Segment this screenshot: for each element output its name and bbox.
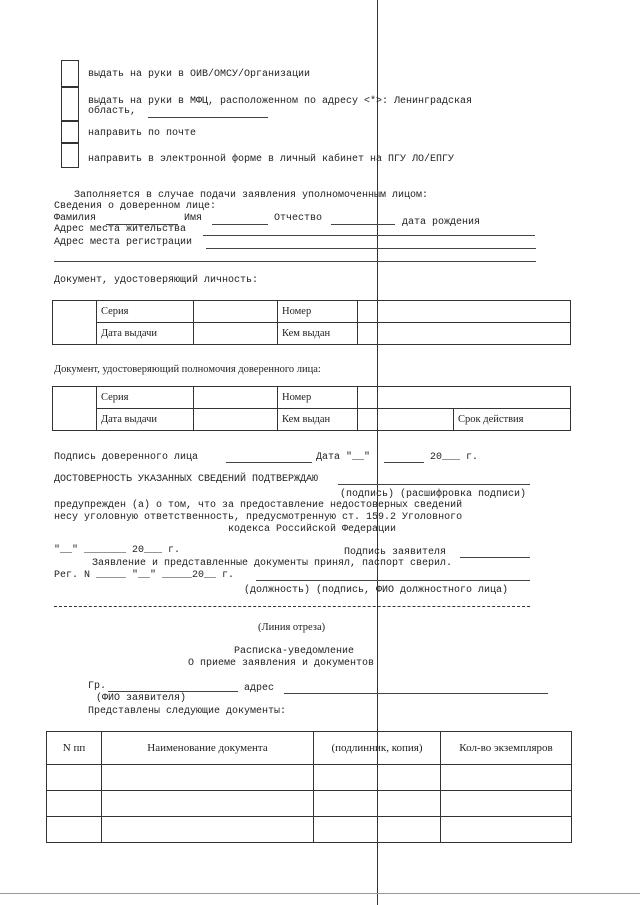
cell-original-copy[interactable] <box>314 765 441 791</box>
rep-sub: Сведения о доверенном лице: <box>54 201 217 212</box>
rep-extra-line[interactable] <box>54 261 536 262</box>
rep-sign-year: 20___ г. <box>430 452 479 463</box>
doc1-number-label: Номер <box>278 301 358 323</box>
receipt-address-field[interactable] <box>284 693 548 694</box>
doc2-number-label: Номер <box>278 387 358 409</box>
page-bottom-edge <box>0 893 640 894</box>
rep-sign-field[interactable] <box>226 462 312 463</box>
warn-line-1: предупрежден (а) о том, что за предоставление недостоверных сведений <box>54 500 463 511</box>
rep-birth-label: дата рождения <box>402 217 481 228</box>
doc2-date-value[interactable] <box>194 409 278 431</box>
table-row <box>47 765 572 791</box>
cell-copies[interactable] <box>441 791 572 817</box>
doc1-issuedby-value[interactable] <box>358 323 571 345</box>
option-electronic-label: направить в электронной форме в личный кабинет на ПГУ ЛО/ЕПГУ <box>88 154 455 165</box>
checkbox-post[interactable] <box>61 121 79 143</box>
receipt-docs-table <box>46 731 572 843</box>
doc1-type-cell[interactable] <box>53 301 97 345</box>
receipt-docs-intro: Представлены следующие документы: <box>88 706 287 717</box>
rep-registration-field[interactable] <box>206 248 536 249</box>
doc1-title: Документ, удостоверяющий личность: <box>54 275 259 286</box>
doc2-issuedby-value[interactable] <box>358 409 454 431</box>
rep-registration-label: Адрес места регистрации <box>54 237 193 248</box>
cell-copies[interactable] <box>441 765 572 791</box>
header-copies: Кол-во экземпляров <box>441 732 572 765</box>
rep-name-label: Имя <box>184 213 203 224</box>
cell-copies[interactable] <box>441 817 572 843</box>
doc1-table <box>52 300 571 345</box>
option-post-label: направить по почте <box>88 128 197 139</box>
rep-sign-label: Подпись доверенного лица <box>54 452 199 463</box>
cell-original-copy[interactable] <box>314 817 441 843</box>
rep-surname-label: Фамилия <box>54 213 97 224</box>
rep-patronymic-field[interactable] <box>331 224 395 225</box>
cell-doc-name[interactable] <box>102 765 314 791</box>
confirm-label: ДОСТОВЕРНОСТЬ УКАЗАННЫХ СВЕДЕНИЙ ПОДТВЕРЖДАЮ <box>54 474 319 485</box>
receipt-address-label: адрес <box>244 683 275 694</box>
confirm-sign-field[interactable] <box>338 484 530 485</box>
checkbox-oiv[interactable] <box>61 60 79 87</box>
doc1-series-value[interactable] <box>194 301 278 323</box>
receipt-fio-caption: (ФИО заявителя) <box>96 693 187 704</box>
rep-name-field[interactable] <box>212 224 268 225</box>
option-oiv-label: выдать на руки в ОИВ/ОМСУ/Организации <box>88 69 311 80</box>
doc2-table <box>52 386 571 431</box>
cut-dashed-line <box>54 606 530 607</box>
rep-sign-month-field[interactable] <box>384 462 424 463</box>
doc2-title: Документ, удостоверяющий полномочия доверенного лица: <box>54 364 321 375</box>
header-original-copy: (подлинник, копия) <box>314 732 441 765</box>
checkbox-electronic[interactable] <box>61 143 79 168</box>
warn-line-3: кодекса Российской Федерации <box>228 524 397 535</box>
option-mfc-label-2: область, <box>88 106 137 117</box>
doc1-number-value[interactable] <box>358 301 571 323</box>
receipt-citizen-field[interactable] <box>108 691 238 692</box>
cut-line-label: (Линия отреза) <box>258 622 326 633</box>
cell-doc-name[interactable] <box>102 791 314 817</box>
doc2-type-cell[interactable] <box>53 387 97 431</box>
doc2-series-label: Серия <box>97 387 194 409</box>
applicant-sign-label: Подпись заявителя <box>344 547 447 558</box>
receipt-title: Расписка-уведомление <box>234 646 355 657</box>
doc1-issuedby-label: Кем выдан <box>278 323 358 345</box>
rep-residence-label: Адрес места жительства <box>54 224 187 235</box>
applicant-sign-field[interactable] <box>460 557 530 558</box>
rep-patronymic-label: Отчество <box>274 213 323 224</box>
doc2-series-value[interactable] <box>194 387 278 409</box>
cell-num[interactable] <box>47 765 102 791</box>
option-mfc-label: выдать на руки в МФЦ, расположенном по адресу <*>: Ленинградская <box>88 96 473 107</box>
cell-original-copy[interactable] <box>314 791 441 817</box>
table-row <box>47 817 572 843</box>
table-row <box>47 791 572 817</box>
rep-sign-date: Дата "__" <box>316 452 371 463</box>
mfc-address-line[interactable] <box>148 117 268 118</box>
header-num: N пп <box>47 732 102 765</box>
reg-line: Рег. N _____ "__" _____20__ г. <box>54 570 235 581</box>
doc2-number-value[interactable] <box>358 387 571 409</box>
confirm-sign-caption: (подпись) (расшифровка подписи) <box>340 489 527 500</box>
cell-doc-name[interactable] <box>102 817 314 843</box>
doc2-issuedby-label: Кем выдан <box>278 409 358 431</box>
cell-num[interactable] <box>47 817 102 843</box>
doc1-date-value[interactable] <box>194 323 278 345</box>
rep-residence-field[interactable] <box>203 235 535 236</box>
rep-intro: Заполняется в случае подачи заявления уполномоченным лицом: <box>74 190 429 201</box>
receipt-subtitle: О приеме заявления и документов <box>188 658 375 669</box>
accepted-text: Заявление и представленные документы принял, паспорт сверил. <box>92 558 453 569</box>
doc1-series-label: Серия <box>97 301 194 323</box>
doc2-date-label: Дата выдачи <box>97 409 194 431</box>
official-sign-field[interactable] <box>256 580 530 581</box>
applicant-date: "__" _______ 20___ г. <box>54 545 181 556</box>
official-caption: (должность) (подпись, ФИО должностного лица) <box>244 585 509 596</box>
checkbox-mfc[interactable] <box>61 87 79 121</box>
doc1-date-label: Дата выдачи <box>97 323 194 345</box>
cell-num[interactable] <box>47 791 102 817</box>
receipt-citizen-label: Гр. <box>88 681 107 692</box>
doc2-validity-label: Срок действия <box>454 409 571 431</box>
warn-line-2: несу уголовную ответственность, предусмотренную ст. 159.2 Уголовного <box>54 512 463 523</box>
header-doc-name: Наименование документа <box>102 732 314 765</box>
